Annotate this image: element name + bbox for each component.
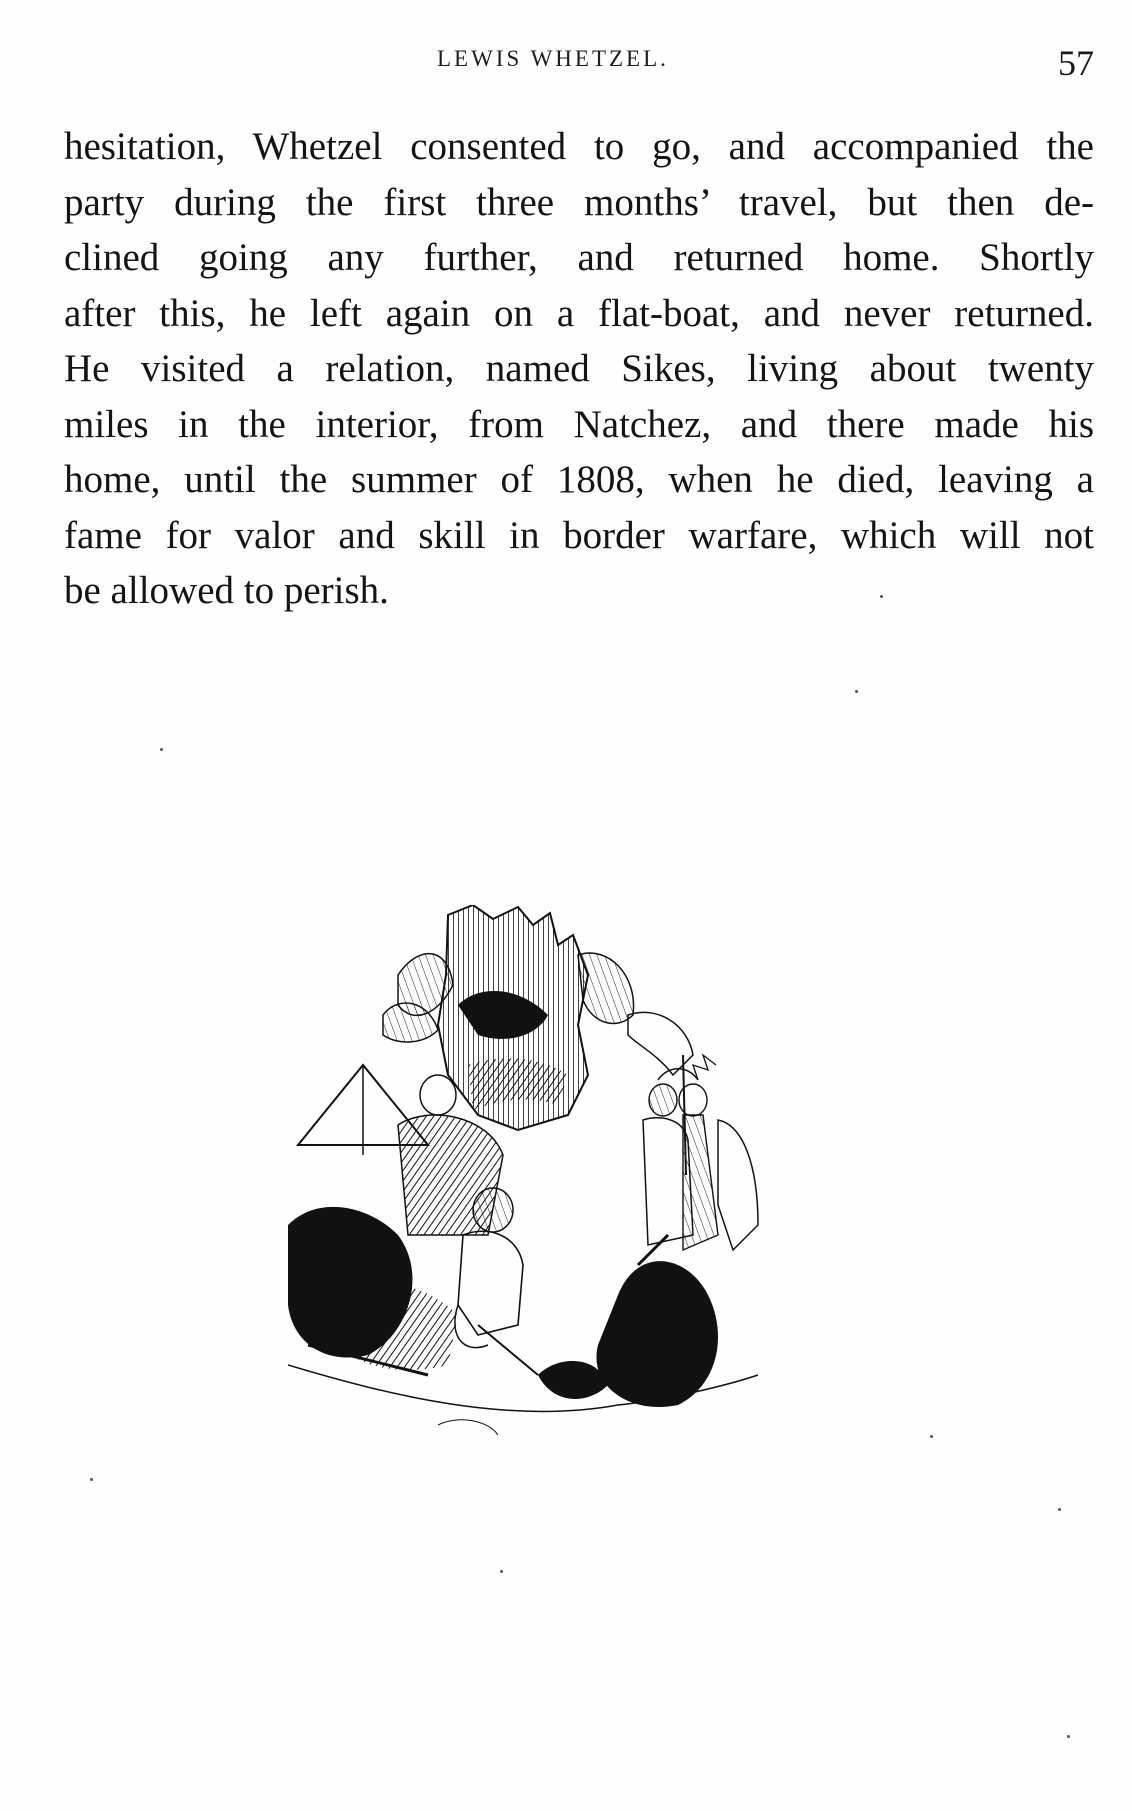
text-line: after this, he left again on a flat-boat, and never returned. bbox=[64, 291, 1094, 335]
paper-speck bbox=[160, 748, 163, 751]
paper-speck bbox=[855, 690, 858, 693]
tree-trunk bbox=[438, 905, 588, 1130]
paper-speck bbox=[1067, 1735, 1070, 1738]
running-header bbox=[0, 42, 1132, 82]
text-line: clined going any further, and returned home. Shortly bbox=[64, 236, 1094, 279]
text-line: fame for valor and skill in border warfare, which will not bbox=[64, 513, 1094, 557]
paper-speck bbox=[90, 1478, 93, 1481]
standing-figures-group bbox=[643, 1055, 758, 1250]
text-line: hesitation, Whetzel consented to go, and accompanied the bbox=[64, 125, 1094, 168]
text-line: miles in the interior, from Natchez, and there made his bbox=[64, 402, 1094, 446]
paper-speck bbox=[500, 1570, 503, 1573]
text-line: be allowed to perish. bbox=[64, 569, 389, 612]
kneeling-figure bbox=[596, 1235, 718, 1407]
right-palm-foliage bbox=[578, 953, 698, 1175]
body-paragraph bbox=[64, 119, 1094, 619]
text-line: home, until the summer of 1808, when he died, leaving a bbox=[64, 458, 1094, 501]
page-number: 57 bbox=[1058, 43, 1094, 83]
engraving-art bbox=[288, 905, 896, 1495]
running-title: LEWIS WHETZEL. bbox=[437, 46, 669, 71]
text-line: party during the first three months’ travel, but then de- bbox=[64, 180, 1094, 224]
text-line: He visited a relation, named Sikes, living about twenty bbox=[64, 347, 1094, 390]
paper-speck bbox=[1058, 1508, 1061, 1511]
paper-speck bbox=[880, 595, 883, 598]
engraving-illustration bbox=[288, 905, 896, 1495]
paper-speck bbox=[930, 1435, 933, 1438]
